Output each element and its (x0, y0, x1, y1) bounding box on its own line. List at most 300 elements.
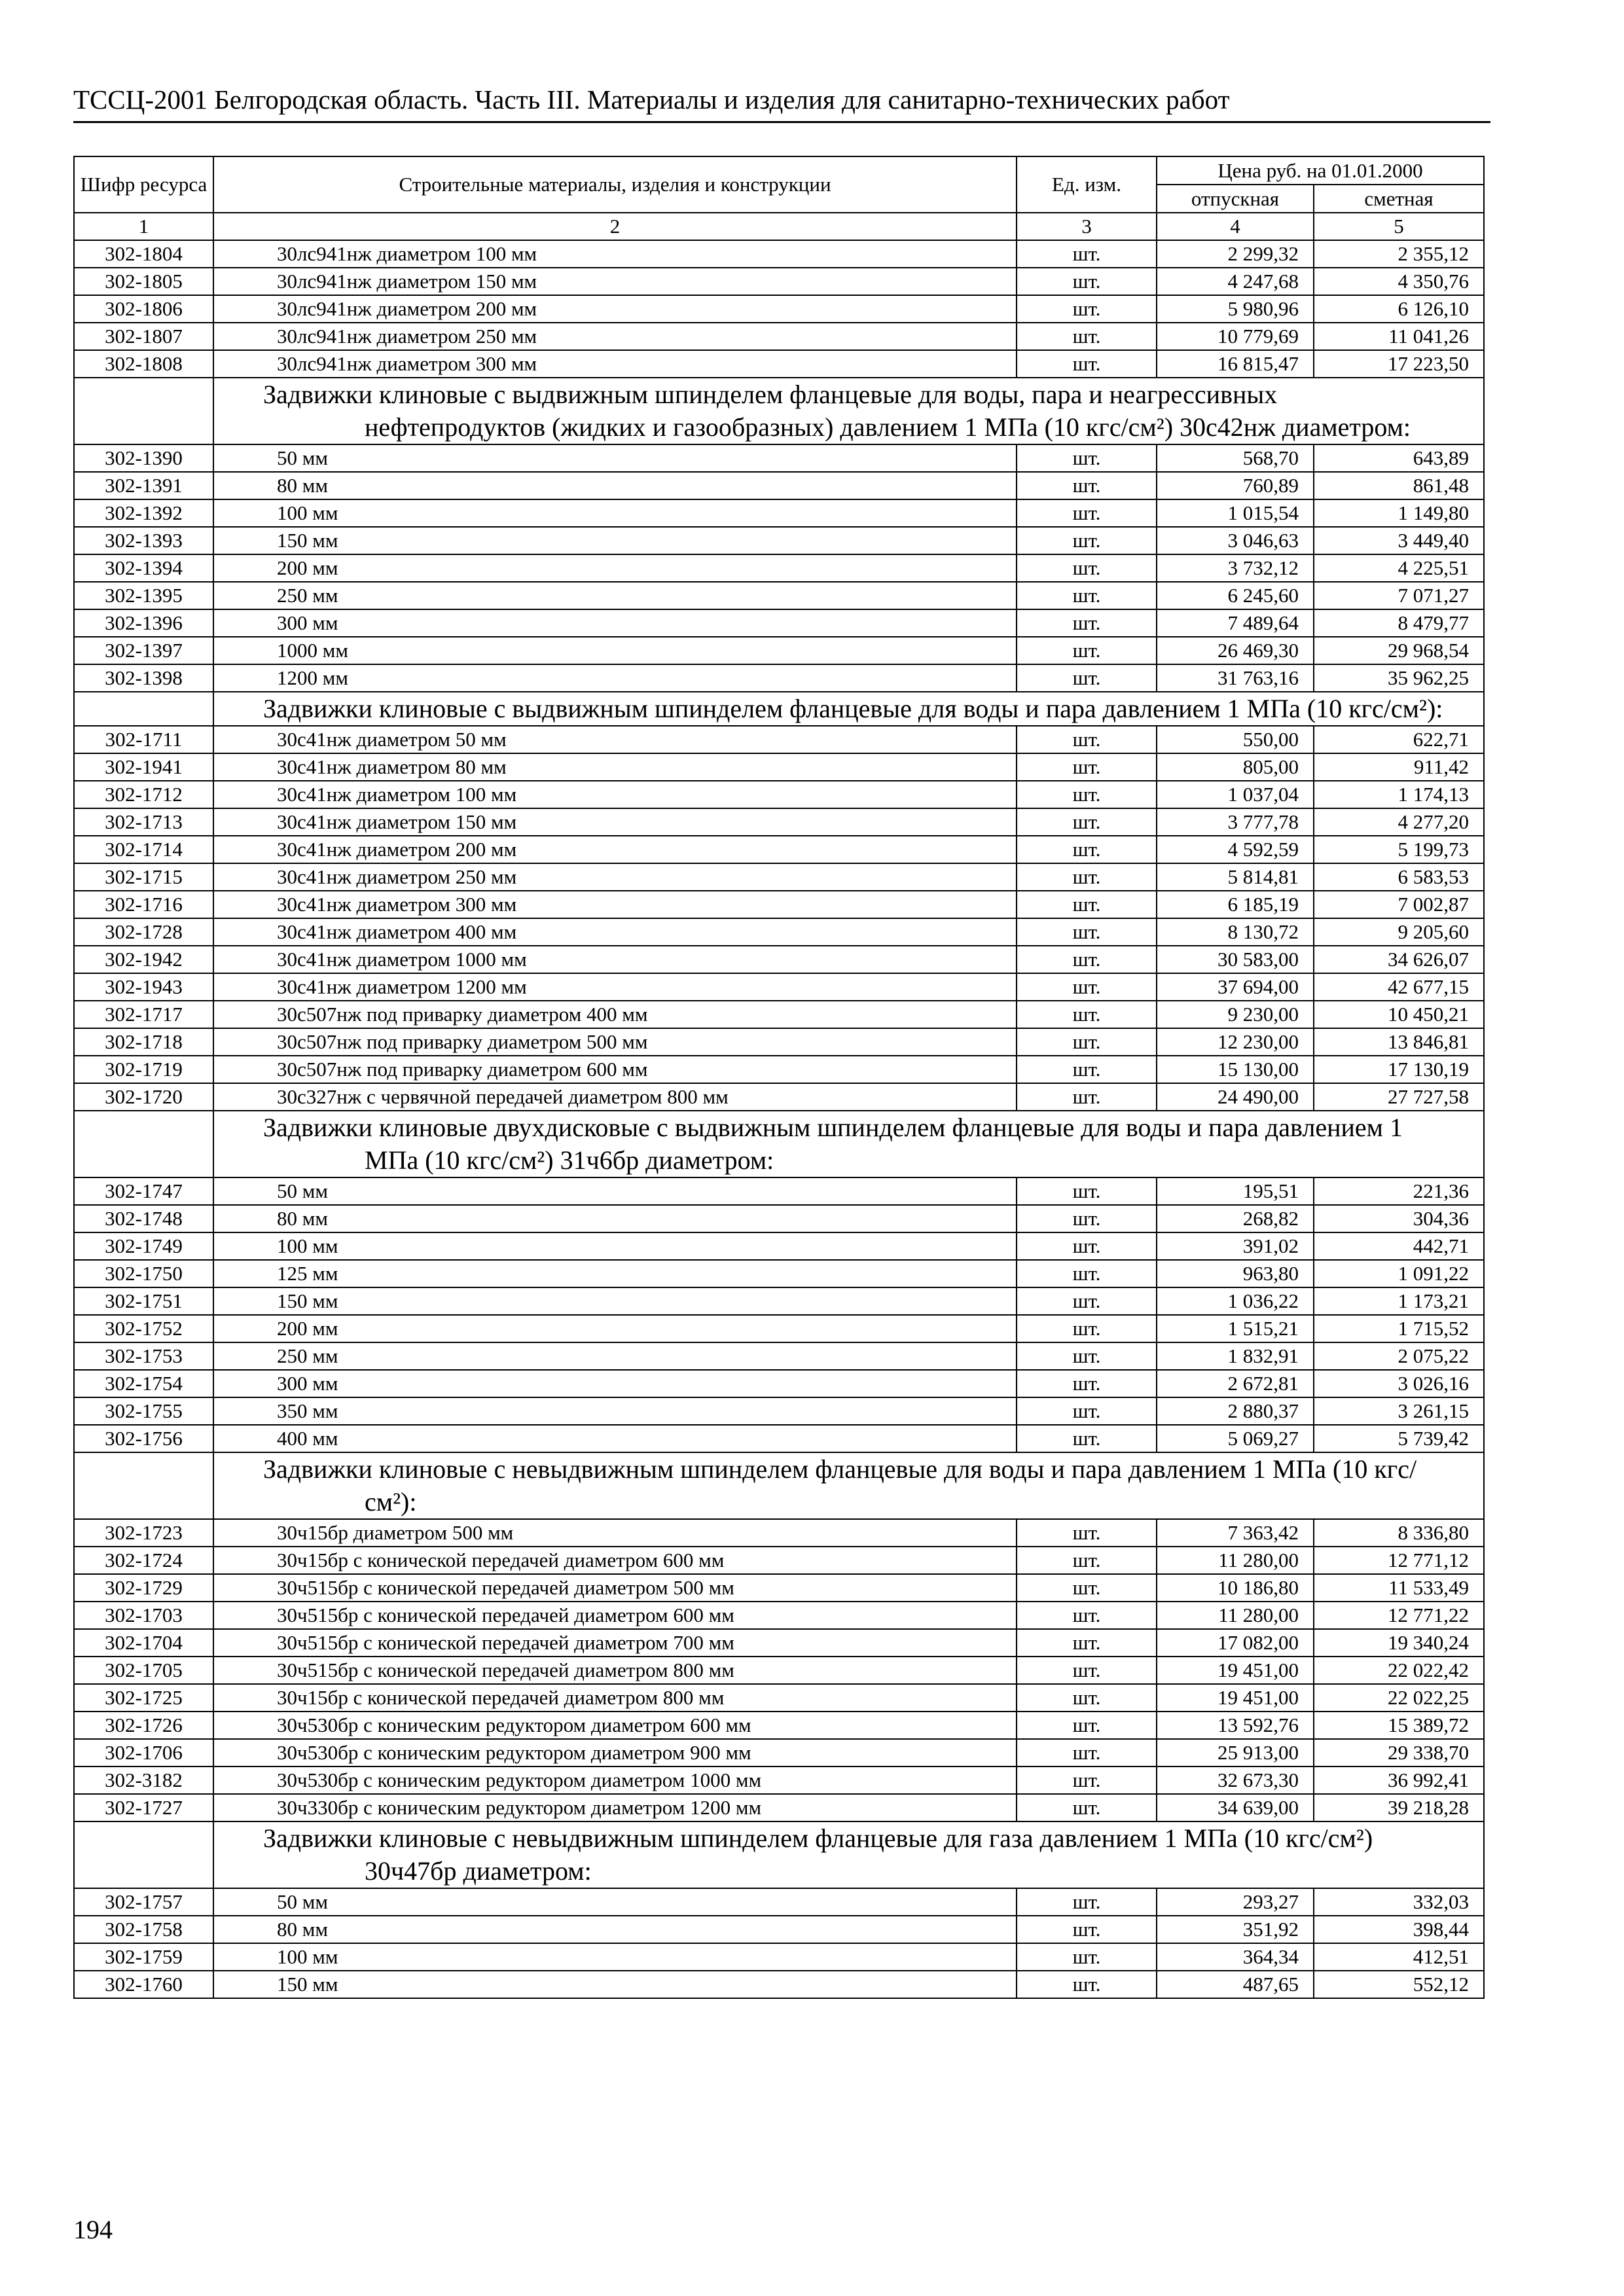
resource-code-cell: 302-1391 (74, 472, 213, 499)
estimate-price-cell: 13 846,81 (1314, 1028, 1484, 1056)
resource-code-cell: 302-1943 (74, 973, 213, 1001)
release-price-cell: 16 815,47 (1157, 350, 1314, 378)
material-name-cell: 150 мм (213, 1971, 1017, 1998)
material-name-cell: 30ч15бр с конической передачей диаметром 600 мм (213, 1547, 1017, 1574)
resource-code-cell: 302-1392 (74, 499, 213, 527)
table-row (74, 268, 1484, 295)
estimate-price-cell: 5 199,73 (1314, 836, 1484, 863)
estimate-price-cell: 8 336,80 (1314, 1519, 1484, 1547)
estimate-price-cell: 622,71 (1314, 726, 1484, 753)
table-row (74, 1056, 1484, 1083)
material-name-cell: 30с41нж диаметром 1000 мм (213, 946, 1017, 973)
unit-cell: шт. (1017, 891, 1157, 918)
table-row (74, 1232, 1484, 1260)
table-row (74, 637, 1484, 664)
unit-cell: шт. (1017, 918, 1157, 946)
estimate-price-cell: 39 218,28 (1314, 1794, 1484, 1821)
estimate-price-cell: 6 583,53 (1314, 863, 1484, 891)
estimate-price-cell: 332,03 (1314, 1888, 1484, 1916)
unit-cell: шт. (1017, 1001, 1157, 1028)
estimate-price-cell: 6 126,10 (1314, 295, 1484, 323)
estimate-price-cell: 3 026,16 (1314, 1370, 1484, 1397)
estimate-price-cell: 1 091,22 (1314, 1260, 1484, 1287)
material-name-cell: 30с507нж под приварку диаметром 400 мм (213, 1001, 1017, 1028)
unit-cell: шт. (1017, 1260, 1157, 1287)
material-name-cell: 250 мм (213, 1342, 1017, 1370)
resource-code-cell: 302-1756 (74, 1425, 213, 1452)
release-price-cell: 3 732,12 (1157, 554, 1314, 582)
release-price-cell: 32 673,30 (1157, 1767, 1314, 1794)
material-name-cell: 30ч515бр с конической передачей диаметром 600 мм (213, 1602, 1017, 1629)
release-price-cell: 4 592,59 (1157, 836, 1314, 863)
table-row (74, 350, 1484, 378)
table-row (74, 1287, 1484, 1315)
release-price-cell: 1 515,21 (1157, 1315, 1314, 1342)
material-name-cell: 30ч530бр с коническим редуктором диаметром 600 мм (213, 1712, 1017, 1739)
unit-cell: шт. (1017, 1739, 1157, 1767)
release-price-cell: 4 247,68 (1157, 268, 1314, 295)
material-name-cell: 30с41нж диаметром 200 мм (213, 836, 1017, 863)
resource-code-cell: 302-1711 (74, 726, 213, 753)
group-title: Задвижки клиновые с невыдвижным шпинделем фланцевые для воды и пара давлением 1 МПа (10 кгс/см²): (213, 1452, 1484, 1519)
resource-code-cell: 302-1396 (74, 609, 213, 637)
table-row (74, 726, 1484, 753)
group-title: Задвижки клиновые двухдисковые с выдвижным шпинделем фланцевые для воды и пара давлением 1 МПа (10 кгс/см²) 31ч6бр диаметром: (213, 1111, 1484, 1177)
table-row (74, 1739, 1484, 1767)
estimate-price-cell: 1 173,21 (1314, 1287, 1484, 1315)
estimate-price-cell: 11 533,49 (1314, 1574, 1484, 1602)
release-price-cell: 805,00 (1157, 753, 1314, 781)
material-name-cell: 30с41нж диаметром 250 мм (213, 863, 1017, 891)
material-name-cell: 50 мм (213, 1888, 1017, 1916)
table-row (74, 499, 1484, 527)
material-name-cell: 80 мм (213, 1205, 1017, 1232)
release-price-cell: 195,51 (1157, 1177, 1314, 1205)
unit-cell: шт. (1017, 863, 1157, 891)
estimate-price-cell: 36 992,41 (1314, 1767, 1484, 1794)
release-price-cell: 268,82 (1157, 1205, 1314, 1232)
unit-cell: шт. (1017, 609, 1157, 637)
release-price-cell: 963,80 (1157, 1260, 1314, 1287)
material-name-cell: 30ч515бр с конической передачей диаметром 800 мм (213, 1657, 1017, 1684)
release-price-cell: 5 980,96 (1157, 295, 1314, 323)
page-header: ТССЦ-2001 Белгородская область. Часть III. Материалы и изделия для санитарно-технических работ (73, 82, 1490, 123)
estimate-price-cell: 22 022,42 (1314, 1657, 1484, 1684)
group-header-row (74, 692, 1484, 726)
release-price-cell: 26 469,30 (1157, 637, 1314, 664)
material-name-cell: 200 мм (213, 1315, 1017, 1342)
resource-code-cell: 302-1806 (74, 295, 213, 323)
table-row (74, 808, 1484, 836)
estimate-price-cell: 221,36 (1314, 1177, 1484, 1205)
estimate-price-cell: 12 771,22 (1314, 1602, 1484, 1629)
release-price-cell: 30 583,00 (1157, 946, 1314, 973)
estimate-price-cell: 17 223,50 (1314, 350, 1484, 378)
release-price-cell: 5 814,81 (1157, 863, 1314, 891)
release-price-cell: 34 639,00 (1157, 1794, 1314, 1821)
table-row (74, 1684, 1484, 1712)
group-header-row (74, 1111, 1484, 1177)
table-row (74, 753, 1484, 781)
table-row (74, 918, 1484, 946)
release-price-cell: 1 036,22 (1157, 1287, 1314, 1315)
estimate-price-cell: 1 174,13 (1314, 781, 1484, 808)
resource-code-cell: 302-1755 (74, 1397, 213, 1425)
material-name-cell: 1000 мм (213, 637, 1017, 664)
resource-code-cell: 302-1397 (74, 637, 213, 664)
unit-cell: шт. (1017, 1397, 1157, 1425)
group-empty-cell (74, 1452, 213, 1519)
material-name-cell: 100 мм (213, 1232, 1017, 1260)
estimate-price-cell: 2 355,12 (1314, 240, 1484, 268)
estimate-price-cell: 12 771,12 (1314, 1547, 1484, 1574)
unit-cell: шт. (1017, 1888, 1157, 1916)
estimate-price-cell: 19 340,24 (1314, 1629, 1484, 1657)
unit-cell: шт. (1017, 808, 1157, 836)
table-row (74, 1971, 1484, 1998)
col-header-code: Шифр ресурса (74, 156, 213, 213)
table-row (74, 891, 1484, 918)
unit-cell: шт. (1017, 1971, 1157, 1998)
table-row (74, 1205, 1484, 1232)
release-price-cell: 568,70 (1157, 444, 1314, 472)
col-header-unit: Ед. изм. (1017, 156, 1157, 213)
release-price-cell: 11 280,00 (1157, 1602, 1314, 1629)
resource-code-cell: 302-1729 (74, 1574, 213, 1602)
resource-code-cell: 302-1759 (74, 1943, 213, 1971)
table-row (74, 1574, 1484, 1602)
table-row (74, 1001, 1484, 1028)
table-header (74, 156, 1484, 240)
resource-code-cell: 302-1752 (74, 1315, 213, 1342)
resource-code-cell: 302-1808 (74, 350, 213, 378)
resource-code-cell: 302-1704 (74, 1629, 213, 1657)
col-header-name: Строительные материалы, изделия и конструкции (213, 156, 1017, 213)
material-name-cell: 100 мм (213, 499, 1017, 527)
release-price-cell: 15 130,00 (1157, 1056, 1314, 1083)
estimate-price-cell: 2 075,22 (1314, 1342, 1484, 1370)
table-row (74, 1657, 1484, 1684)
resource-code-cell: 302-1705 (74, 1657, 213, 1684)
table-row (74, 295, 1484, 323)
material-name-cell: 30ч515бр с конической передачей диаметром 500 мм (213, 1574, 1017, 1602)
material-name-cell: 80 мм (213, 472, 1017, 499)
estimate-price-cell: 442,71 (1314, 1232, 1484, 1260)
material-name-cell: 30ч530бр с коническим редуктором диаметром 900 мм (213, 1739, 1017, 1767)
material-name-cell: 30с41нж диаметром 400 мм (213, 918, 1017, 946)
release-price-cell: 24 490,00 (1157, 1083, 1314, 1111)
resource-code-cell: 302-1390 (74, 444, 213, 472)
group-title: Задвижки клиновые с невыдвижным шпинделем фланцевые для газа давлением 1 МПа (10 кгс/см²) 30ч47бр диаметром: (213, 1821, 1484, 1888)
resource-code-cell: 302-1715 (74, 863, 213, 891)
unit-cell: шт. (1017, 836, 1157, 863)
unit-cell: шт. (1017, 1056, 1157, 1083)
material-name-cell: 30ч15бр диаметром 500 мм (213, 1519, 1017, 1547)
unit-cell: шт. (1017, 1943, 1157, 1971)
unit-cell: шт. (1017, 1657, 1157, 1684)
resource-code-cell: 302-1723 (74, 1519, 213, 1547)
resource-code-cell: 302-1804 (74, 240, 213, 268)
estimate-price-cell: 7 002,87 (1314, 891, 1484, 918)
resource-code-cell: 302-1719 (74, 1056, 213, 1083)
material-name-cell: 30ч515бр с конической передачей диаметром 700 мм (213, 1629, 1017, 1657)
page-number: 194 (73, 2215, 113, 2244)
estimate-price-cell: 34 626,07 (1314, 946, 1484, 973)
material-name-cell: 30лс941нж диаметром 100 мм (213, 240, 1017, 268)
unit-cell: шт. (1017, 1370, 1157, 1397)
table-row (74, 554, 1484, 582)
table-row (74, 1370, 1484, 1397)
resource-code-cell: 302-1724 (74, 1547, 213, 1574)
resource-code-cell: 302-1751 (74, 1287, 213, 1315)
table-row (74, 1342, 1484, 1370)
table-row (74, 1916, 1484, 1943)
resource-code-cell: 302-1758 (74, 1916, 213, 1943)
table-row (74, 527, 1484, 554)
resource-code-cell: 302-1754 (74, 1370, 213, 1397)
col-number-5: 5 (1314, 213, 1484, 240)
group-header-row (74, 1821, 1484, 1888)
table-row (74, 1260, 1484, 1287)
table-row (74, 1943, 1484, 1971)
table-row (74, 1629, 1484, 1657)
resource-code-cell: 302-1760 (74, 1971, 213, 1998)
group-empty-cell (74, 1821, 213, 1888)
release-price-cell: 2 880,37 (1157, 1397, 1314, 1425)
estimate-price-cell: 304,36 (1314, 1205, 1484, 1232)
release-price-cell: 351,92 (1157, 1916, 1314, 1943)
resource-code-cell: 302-1747 (74, 1177, 213, 1205)
resource-code-cell: 302-1712 (74, 781, 213, 808)
material-name-cell: 30с41нж диаметром 1200 мм (213, 973, 1017, 1001)
table-row (74, 1712, 1484, 1739)
resource-code-cell: 302-1720 (74, 1083, 213, 1111)
material-name-cell: 30с41нж диаметром 80 мм (213, 753, 1017, 781)
unit-cell: шт. (1017, 582, 1157, 609)
release-price-cell: 760,89 (1157, 472, 1314, 499)
table-row (74, 973, 1484, 1001)
unit-cell: шт. (1017, 1519, 1157, 1547)
estimate-price-cell: 4 277,20 (1314, 808, 1484, 836)
group-empty-cell (74, 378, 213, 444)
unit-cell: шт. (1017, 1574, 1157, 1602)
col-header-price: Цена руб. на 01.01.2000 (1157, 156, 1484, 185)
estimate-price-cell: 861,48 (1314, 472, 1484, 499)
release-price-cell: 1 015,54 (1157, 499, 1314, 527)
release-price-cell: 293,27 (1157, 1888, 1314, 1916)
material-name-cell: 30с41нж диаметром 100 мм (213, 781, 1017, 808)
resource-code-cell: 302-1393 (74, 527, 213, 554)
resource-code-cell: 302-1394 (74, 554, 213, 582)
unit-cell: шт. (1017, 1684, 1157, 1712)
unit-cell: шт. (1017, 323, 1157, 350)
unit-cell: шт. (1017, 753, 1157, 781)
unit-cell: шт. (1017, 1602, 1157, 1629)
estimate-price-cell: 1 149,80 (1314, 499, 1484, 527)
estimate-price-cell: 9 205,60 (1314, 918, 1484, 946)
material-name-cell: 30ч330бр с коническим редуктором диаметром 1200 мм (213, 1794, 1017, 1821)
estimate-price-cell: 11 041,26 (1314, 323, 1484, 350)
resource-code-cell: 302-1716 (74, 891, 213, 918)
release-price-cell: 7 363,42 (1157, 1519, 1314, 1547)
resource-code-cell: 302-1753 (74, 1342, 213, 1370)
unit-cell: шт. (1017, 499, 1157, 527)
release-price-cell: 6 245,60 (1157, 582, 1314, 609)
unit-cell: шт. (1017, 637, 1157, 664)
unit-cell: шт. (1017, 472, 1157, 499)
resource-code-cell: 302-1395 (74, 582, 213, 609)
unit-cell: шт. (1017, 1629, 1157, 1657)
resource-code-cell: 302-1941 (74, 753, 213, 781)
price-table (73, 156, 1485, 1999)
table-row (74, 1083, 1484, 1111)
release-price-cell: 550,00 (1157, 726, 1314, 753)
unit-cell: шт. (1017, 973, 1157, 1001)
resource-code-cell: 302-1807 (74, 323, 213, 350)
resource-code-cell: 302-1714 (74, 836, 213, 863)
release-price-cell: 17 082,00 (1157, 1629, 1314, 1657)
estimate-price-cell: 10 450,21 (1314, 1001, 1484, 1028)
resource-code-cell: 302-1728 (74, 918, 213, 946)
resource-code-cell: 302-1713 (74, 808, 213, 836)
table-body (74, 240, 1484, 1998)
release-price-cell: 11 280,00 (1157, 1547, 1314, 1574)
estimate-price-cell: 3 449,40 (1314, 527, 1484, 554)
resource-code-cell: 302-1749 (74, 1232, 213, 1260)
unit-cell: шт. (1017, 554, 1157, 582)
estimate-price-cell: 412,51 (1314, 1943, 1484, 1971)
release-price-cell: 10 186,80 (1157, 1574, 1314, 1602)
unit-cell: шт. (1017, 1425, 1157, 1452)
unit-cell: шт. (1017, 1342, 1157, 1370)
col-header-release: отпускная (1157, 185, 1314, 213)
resource-code-cell: 302-1726 (74, 1712, 213, 1739)
material-name-cell: 30лс941нж диаметром 300 мм (213, 350, 1017, 378)
estimate-price-cell: 29 968,54 (1314, 637, 1484, 664)
release-price-cell: 10 779,69 (1157, 323, 1314, 350)
material-name-cell: 350 мм (213, 1397, 1017, 1425)
unit-cell: шт. (1017, 1287, 1157, 1315)
release-price-cell: 19 451,00 (1157, 1657, 1314, 1684)
release-price-cell: 13 592,76 (1157, 1712, 1314, 1739)
release-price-cell: 1 037,04 (1157, 781, 1314, 808)
table-row (74, 609, 1484, 637)
release-price-cell: 37 694,00 (1157, 973, 1314, 1001)
release-price-cell: 7 489,64 (1157, 609, 1314, 637)
material-name-cell: 30лс941нж диаметром 200 мм (213, 295, 1017, 323)
estimate-price-cell: 4 350,76 (1314, 268, 1484, 295)
release-price-cell: 2 299,32 (1157, 240, 1314, 268)
estimate-price-cell: 29 338,70 (1314, 1739, 1484, 1767)
release-price-cell: 2 672,81 (1157, 1370, 1314, 1397)
material-name-cell: 200 мм (213, 554, 1017, 582)
table-row (74, 836, 1484, 863)
release-price-cell: 9 230,00 (1157, 1001, 1314, 1028)
table-row (74, 1315, 1484, 1342)
resource-code-cell: 302-1703 (74, 1602, 213, 1629)
col-header-estimate: сметная (1314, 185, 1484, 213)
estimate-price-cell: 42 677,15 (1314, 973, 1484, 1001)
col-number-4: 4 (1157, 213, 1314, 240)
unit-cell: шт. (1017, 1205, 1157, 1232)
table-row (74, 1602, 1484, 1629)
unit-cell: шт. (1017, 1794, 1157, 1821)
unit-cell: шт. (1017, 295, 1157, 323)
release-price-cell: 3 777,78 (1157, 808, 1314, 836)
estimate-price-cell: 22 022,25 (1314, 1684, 1484, 1712)
material-name-cell: 30с41нж диаметром 300 мм (213, 891, 1017, 918)
release-price-cell: 3 046,63 (1157, 527, 1314, 554)
release-price-cell: 1 832,91 (1157, 1342, 1314, 1370)
group-empty-cell (74, 1111, 213, 1177)
resource-code-cell: 302-1750 (74, 1260, 213, 1287)
unit-cell: шт. (1017, 1767, 1157, 1794)
release-price-cell: 25 913,00 (1157, 1739, 1314, 1767)
estimate-price-cell: 3 261,15 (1314, 1397, 1484, 1425)
unit-cell: шт. (1017, 1083, 1157, 1111)
table-row (74, 1767, 1484, 1794)
group-title: Задвижки клиновые с выдвижным шпинделем фланцевые для воды, пара и неагрессивных нефтепродуктов (жидких и газообразных) давлением 1 МПа (10 кгс/см²) 30с42нж диаметром: (213, 378, 1484, 444)
material-name-cell: 150 мм (213, 1287, 1017, 1315)
release-price-cell: 8 130,72 (1157, 918, 1314, 946)
table-row (74, 240, 1484, 268)
estimate-price-cell: 35 962,25 (1314, 664, 1484, 692)
group-header-row (74, 1452, 1484, 1519)
estimate-price-cell: 643,89 (1314, 444, 1484, 472)
estimate-price-cell: 552,12 (1314, 1971, 1484, 1998)
release-price-cell: 6 185,19 (1157, 891, 1314, 918)
price-table-container (73, 156, 1483, 1999)
material-name-cell: 300 мм (213, 609, 1017, 637)
col-number-2: 2 (213, 213, 1017, 240)
table-row (74, 1547, 1484, 1574)
estimate-price-cell: 17 130,19 (1314, 1056, 1484, 1083)
table-row (74, 1425, 1484, 1452)
table-row (74, 664, 1484, 692)
unit-cell: шт. (1017, 1028, 1157, 1056)
unit-cell: шт. (1017, 350, 1157, 378)
unit-cell: шт. (1017, 946, 1157, 973)
material-name-cell: 30с507нж под приварку диаметром 600 мм (213, 1056, 1017, 1083)
estimate-price-cell: 398,44 (1314, 1916, 1484, 1943)
estimate-price-cell: 911,42 (1314, 753, 1484, 781)
material-name-cell: 30с327нж с червячной передачей диаметром 800 мм (213, 1083, 1017, 1111)
unit-cell: шт. (1017, 1712, 1157, 1739)
unit-cell: шт. (1017, 1177, 1157, 1205)
unit-cell: шт. (1017, 726, 1157, 753)
material-name-cell: 150 мм (213, 527, 1017, 554)
release-price-cell: 31 763,16 (1157, 664, 1314, 692)
table-row (74, 1888, 1484, 1916)
unit-cell: шт. (1017, 240, 1157, 268)
material-name-cell: 30с41нж диаметром 150 мм (213, 808, 1017, 836)
unit-cell: шт. (1017, 1315, 1157, 1342)
group-empty-cell (74, 692, 213, 726)
material-name-cell: 50 мм (213, 444, 1017, 472)
table-row (74, 1028, 1484, 1056)
resource-code-cell: 302-1805 (74, 268, 213, 295)
unit-cell: шт. (1017, 268, 1157, 295)
release-price-cell: 5 069,27 (1157, 1425, 1314, 1452)
table-row (74, 1519, 1484, 1547)
resource-code-cell: 302-1718 (74, 1028, 213, 1056)
material-name-cell: 30ч530бр с коническим редуктором диаметром 1000 мм (213, 1767, 1017, 1794)
material-name-cell: 400 мм (213, 1425, 1017, 1452)
release-price-cell: 364,34 (1157, 1943, 1314, 1971)
material-name-cell: 30ч15бр с конической передачей диаметром 800 мм (213, 1684, 1017, 1712)
resource-code-cell: 302-1717 (74, 1001, 213, 1028)
estimate-price-cell: 1 715,52 (1314, 1315, 1484, 1342)
